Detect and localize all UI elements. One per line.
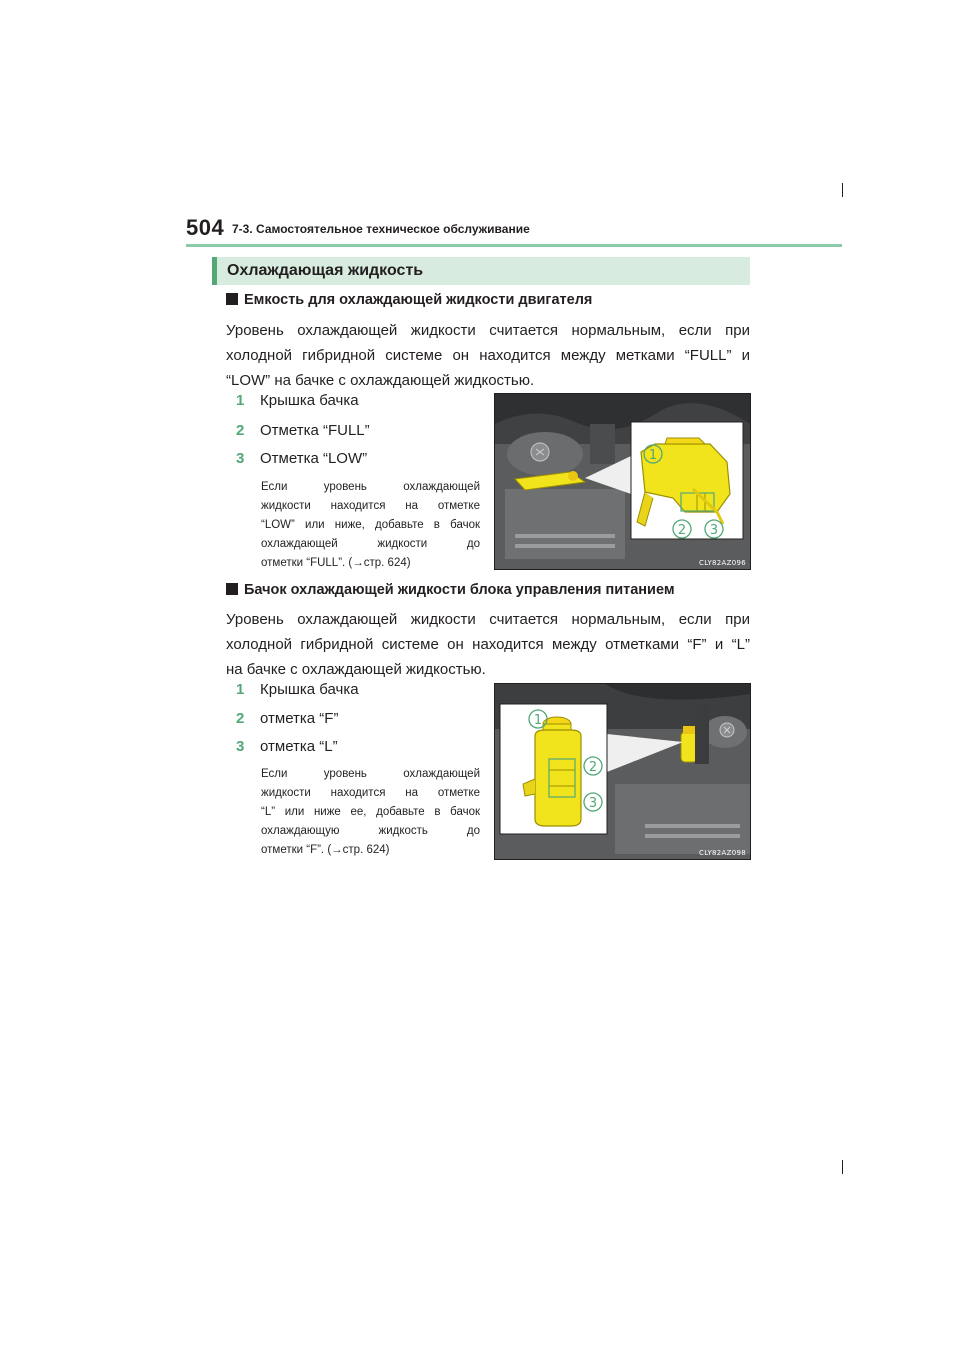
item-number: 2 (236, 710, 245, 727)
engine-coolant-reservoir-figure (494, 393, 751, 570)
item-number: 2 (236, 422, 245, 439)
paragraph-pcu-coolant (226, 607, 750, 682)
item-label: Крышка бачка (260, 392, 359, 409)
paragraph-line: холодной гибридной системе он находится между отметками “F” и “L” (226, 636, 750, 653)
square-bullet-icon (226, 583, 238, 595)
list-item (236, 422, 370, 439)
callout-2: 2 (677, 523, 687, 538)
running-header: 7-3. Самостоятельное техническое обслуживание (232, 222, 530, 236)
callout-3: 3 (709, 523, 719, 538)
engine-bay-illustration (495, 394, 750, 569)
item-label: Крышка бачка (260, 681, 359, 698)
note-line: “L” или ниже ее, добавьте в бачок (261, 806, 480, 818)
crop-mark-bottom (842, 1160, 843, 1174)
figure-code: CLY82AZ096 (699, 559, 746, 567)
item-number: 1 (236, 681, 245, 698)
item-label: Отметка “FULL” (260, 422, 370, 439)
item-label: Отметка “LOW” (260, 450, 368, 467)
subheading-pcu-coolant: Бачок охлаждающей жидкости блока управления питанием (226, 582, 675, 598)
callout-1: 1 (533, 713, 543, 728)
page-number: 504 (186, 215, 225, 240)
paragraph-line: холодной гибридной системе он находится между метками “FULL” и (226, 347, 750, 364)
list-item (236, 450, 367, 467)
note-line: отметки “F”. (→стр. 624) (261, 844, 390, 856)
item-number: 1 (236, 392, 245, 409)
paragraph-line: “LOW” на бачке с охлаждающей жидкостью. (226, 372, 535, 389)
callout-3: 3 (588, 796, 598, 811)
note-pcu-coolant (261, 765, 480, 860)
note-line: Если уровень охлаждающей (261, 768, 480, 780)
section-title: Охлаждающая жидкость (227, 262, 424, 279)
note-line: жидкости находится на отметке (261, 787, 480, 799)
item-number: 3 (236, 450, 245, 467)
item-label: отметка “F” (260, 710, 339, 727)
crop-mark-top (842, 183, 843, 197)
list-item (236, 681, 359, 698)
subheading-engine-coolant: Емкость для охлаждающей жидкости двигателя (226, 292, 592, 308)
note-line: Если уровень охлаждающей (261, 481, 480, 493)
note-line: охлаждающей жидкости до (261, 538, 480, 550)
list-item (236, 710, 338, 727)
square-bullet-icon (226, 293, 238, 305)
note-line: жидкости находится на отметке (261, 500, 480, 512)
paragraph-line: Уровень охлаждающей жидкости считается нормальным, если при (226, 322, 750, 339)
figure-code: CLY82AZ098 (699, 849, 746, 857)
pcu-coolant-reservoir-figure (494, 683, 751, 860)
note-engine-coolant (261, 478, 480, 573)
engine-bay-illustration (495, 684, 750, 859)
list-item (236, 392, 359, 409)
header-rule (186, 244, 842, 247)
section-title-bar (212, 257, 750, 285)
list-item (236, 738, 338, 755)
paragraph-engine-coolant (226, 318, 750, 393)
callout-2: 2 (588, 760, 598, 775)
paragraph-line: Уровень охлаждающей жидкости считается нормальным, если при (226, 611, 750, 628)
callout-1: 1 (648, 448, 658, 463)
note-line: отметки “FULL”. (→стр. 624) (261, 557, 411, 569)
item-number: 3 (236, 738, 245, 755)
item-label: отметка “L” (260, 738, 338, 755)
note-line: охлаждающую жидкость до (261, 825, 480, 837)
note-line: “LOW” или ниже, добавьте в бачок (261, 519, 480, 531)
paragraph-line: на бачке с охлаждающей жидкостью. (226, 661, 486, 678)
